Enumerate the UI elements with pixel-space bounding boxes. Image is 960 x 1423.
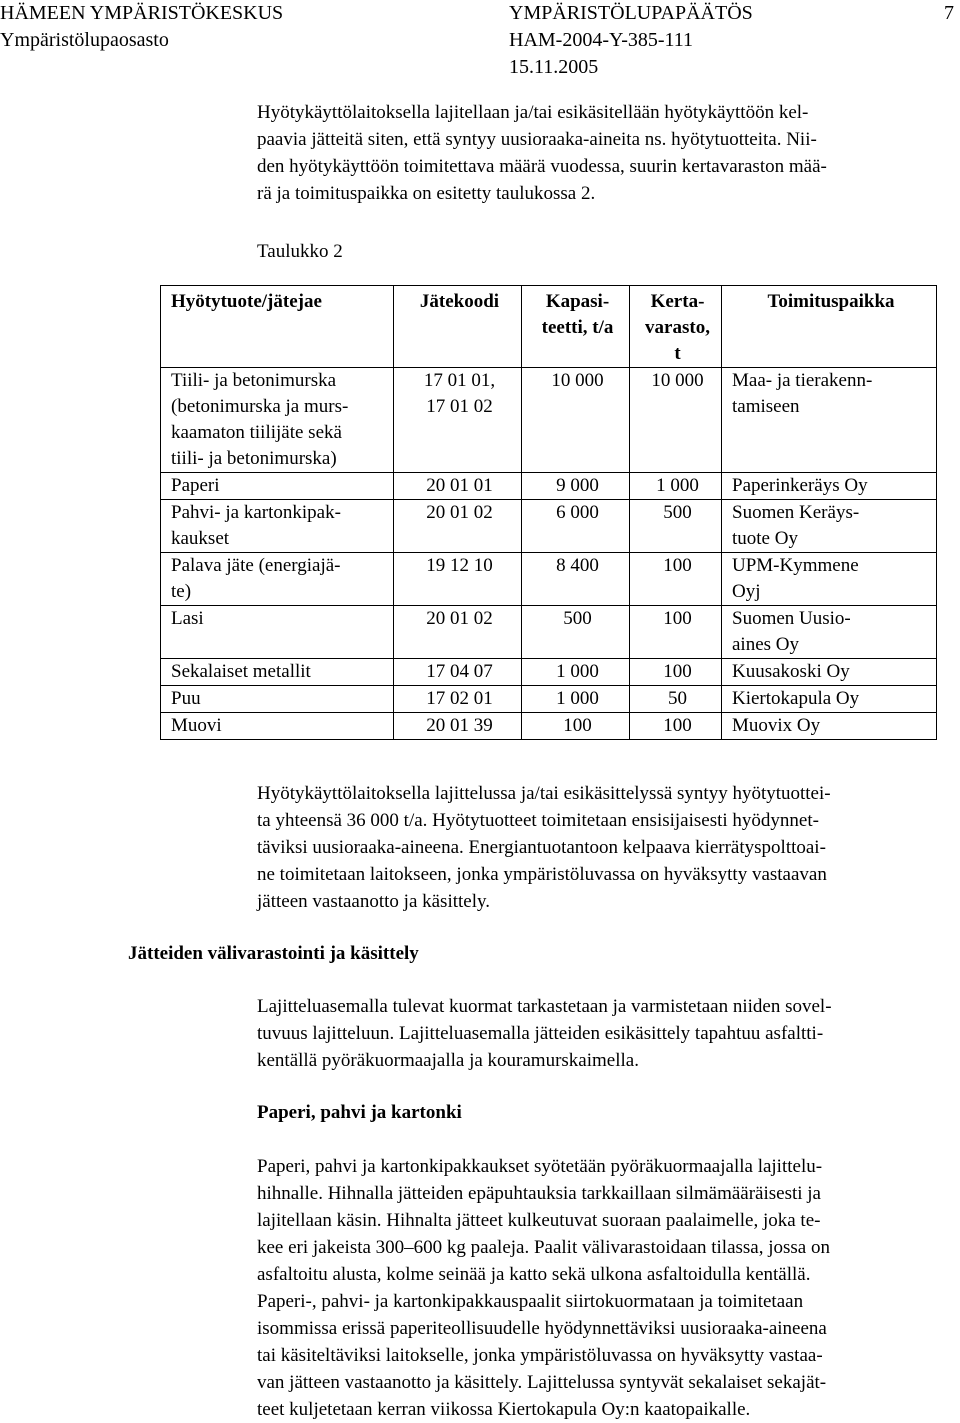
document-id: HAM-2004-Y-385-111 [509,29,694,51]
table-cell: 8 400 [522,553,630,606]
page-header-row-3 [0,54,960,81]
text-line: kentällä pyöräkuormaajalla ja kouramurskaimella. [257,1050,639,1071]
column-header: Hyötytuote/jätejae [161,286,394,368]
column-header: Kerta- varasto, t [630,286,722,368]
table-cell: Tiili- ja betonimurska (betonimurska ja murs- kaamaton tiilijäte sekä tiili- ja betonimurska) [161,368,394,473]
table-cell: 1 000 [630,473,722,500]
text-line: lajitellaan käsin. Hihnalta jätteet kulkeutuvat suoraan paalaimelle, joka te- [257,1210,821,1231]
table-cell: Paperi [161,473,394,500]
table-cell: Pahvi- ja kartonkipak- kaukset [161,500,394,553]
text-line: täviksi uusioraaka-aineena. Energiantuotantoon kelpaava kierrätyspolttoai- [257,837,826,858]
table-cell: 6 000 [522,500,630,553]
waste-products-table [160,285,937,740]
table-cell: 10 000 [630,368,722,473]
section-paragraph [257,993,957,1074]
table-row [161,500,937,553]
text-line: van jätteen vastaanotto ja käsittely. Lajittelussa syntyvät sekalaiset sekajät- [257,1372,827,1393]
text-line: Hyötykäyttölaitoksella lajittelussa ja/tai esikäsittelyssä syntyy hyötytuottei- [257,783,831,804]
table-cell: 500 [522,606,630,659]
table-cell: Maa- ja tierakenn- tamiseen [722,368,937,473]
table-row [161,686,937,713]
text-line: hihnalle. Hihnalla jätteiden epäpuhtauksia tarkkaillaan silmämääräisesti ja [257,1183,821,1204]
table-cell: 17 02 01 [394,686,522,713]
table-cell: 100 [630,659,722,686]
table-cell: Kiertokapula Oy [722,686,937,713]
table-cell: 20 01 01 [394,473,522,500]
table-row [161,553,937,606]
table-cell: 20 01 02 [394,606,522,659]
table-row [161,606,937,659]
text-line: rä ja toimituspaikka on esitetty taulukossa 2. [257,183,596,204]
table-cell: 500 [630,500,722,553]
page-header-row-2 [0,27,960,54]
text-line: asfaltoitu alusta, kolme seinää ja katto sekä ulkona asfaltoidulla kentällä. [257,1264,811,1285]
text-line: Paperi, pahvi ja kartonkipakkaukset syötetään pyöräkuormaajalla lajittelu- [257,1156,823,1177]
column-header: Jätekoodi [394,286,522,368]
table-cell: 1 000 [522,659,630,686]
organization-name: HÄMEEN YMPÄRISTÖKESKUS [0,2,284,24]
text-line: jätteen vastaanotto ja käsittely. [257,891,491,912]
text-line: teet kuljetetaan kerran viikossa Kiertokapula Oy:n kaatopaikalle. [257,1399,751,1420]
column-header: Toimituspaikka [722,286,937,368]
table-cell: 100 [522,713,630,740]
document-type: YMPÄRISTÖLUPAPÄÄTÖS [509,2,753,24]
table-cell: 100 [630,553,722,606]
subsection-paragraph [257,1153,957,1423]
intro-paragraph [257,99,957,207]
text-line: isommissa erissä paperiteollisuudelle hyödynnettäviksi uusioraaka-aineena [257,1318,827,1339]
department-name: Ympäristölupaosasto [0,29,169,51]
table-cell: 17 01 01, 17 01 02 [394,368,522,473]
table-cell: Muovi [161,713,394,740]
table-cell: Sekalaiset metallit [161,659,394,686]
table-cell: Suomen Uusio- aines Oy [722,606,937,659]
table-caption: Taulukko 2 [257,241,343,262]
table-cell: 50 [630,686,722,713]
table-cell: 100 [630,606,722,659]
table-cell: Kuusakoski Oy [722,659,937,686]
table-row [161,473,937,500]
subsection-heading: Paperi, pahvi ja kartonki [257,1102,462,1123]
section-heading: Jätteiden välivarastointi ja käsittely [128,943,419,964]
text-line: Lajitteluasemalla tulevat kuormat tarkastetaan ja varmistetaan niiden sovel- [257,996,832,1017]
table-row [161,368,937,473]
table-cell: UPM-Kymmene Oyj [722,553,937,606]
table-cell: 9 000 [522,473,630,500]
text-line: paavia jätteitä siten, että syntyy uusioraaka-aineita ns. hyötytuotteita. Nii- [257,129,817,150]
page-header-row-1 [0,0,960,27]
table-cell: 19 12 10 [394,553,522,606]
text-line: Paperi-, pahvi- ja kartonkipakkauspaalit siirtokuormataan ja toimitetaan [257,1291,804,1312]
table-cell: 100 [630,713,722,740]
table-cell: 20 01 39 [394,713,522,740]
text-line: ne toimitetaan laitokseen, jonka ympäristöluvassa on hyväksytty vastaavan [257,864,827,885]
table-cell: Muovix Oy [722,713,937,740]
column-header: Kapasi- teetti, t/a [522,286,630,368]
table-cell: 10 000 [522,368,630,473]
table-cell: 17 04 07 [394,659,522,686]
table-row [161,659,937,686]
document-date: 15.11.2005 [509,56,599,78]
text-line: den hyötykäyttöön toimitettava määrä vuodessa, suurin kertavaraston mää- [257,156,827,177]
text-line: tai käsiteltäviksi laitokselle, jonka ympäristöluvassa on hyväksytty vastaa- [257,1345,823,1366]
table-cell: Suomen Keräys- tuote Oy [722,500,937,553]
table-row [161,713,937,740]
text-line: kee eri jakeista 300–600 kg paaleja. Paalit välivarastoidaan tilassa, jossa on [257,1237,830,1258]
table-cell: Palava jäte (energiajä- te) [161,553,394,606]
text-line: Hyötykäyttölaitoksella lajitellaan ja/tai esikäsitellään hyötykäyttöön kel- [257,102,809,123]
page-number: 7 [944,2,954,24]
table-cell: 20 01 02 [394,500,522,553]
text-line: tuvuus lajitteluun. Lajitteluasemalla jätteiden esikäsittely tapahtuu asfaltti- [257,1023,824,1044]
table-cell: 1 000 [522,686,630,713]
table-cell: Puu [161,686,394,713]
table-cell: Paperinkeräys Oy [722,473,937,500]
summary-paragraph [257,780,957,915]
text-line: ta yhteensä 36 000 t/a. Hyötytuotteet toimitetaan ensisijaisesti hyödynnet- [257,810,819,831]
table-cell: Lasi [161,606,394,659]
table-header-row [161,286,937,368]
